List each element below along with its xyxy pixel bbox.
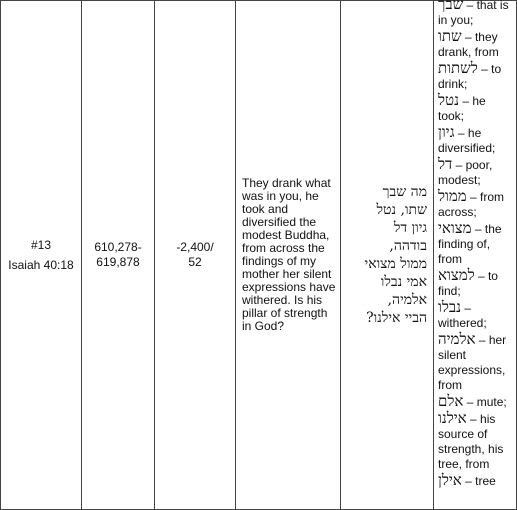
glossary-word: למצוא bbox=[438, 266, 475, 284]
entry-id-cell bbox=[1, 1, 82, 510]
glossary-item bbox=[438, 29, 514, 60]
table-row bbox=[1, 1, 517, 510]
glossary-word: אילן bbox=[438, 471, 462, 489]
glossary-word: אלמיה bbox=[438, 330, 476, 348]
hebrew-text bbox=[347, 183, 427, 327]
glossary-item bbox=[438, 157, 514, 188]
glossary-item bbox=[438, 411, 514, 472]
glossary-item bbox=[438, 61, 514, 92]
glossary-word: לשתות bbox=[438, 59, 478, 77]
glossary-meaning: – from across; bbox=[438, 190, 504, 219]
hebrew-line: שתו, נטל bbox=[376, 202, 427, 218]
glossary-meaning: – tree bbox=[465, 474, 496, 488]
glossary-meaning: – withered; bbox=[438, 301, 487, 330]
glossary-word: גיון bbox=[438, 123, 455, 141]
glossary-meaning: – that is in you; bbox=[438, 0, 509, 27]
glossary-item bbox=[438, 473, 514, 489]
verse-reference: Isaiah 40:18 bbox=[8, 257, 74, 272]
glossary-item bbox=[438, 300, 514, 331]
hebrew-line: בודהה, bbox=[389, 238, 427, 254]
translation-cell bbox=[236, 1, 341, 510]
hebrew-line: אמי נבלו bbox=[380, 274, 427, 290]
glossary-meaning: – poor, modest; bbox=[438, 158, 493, 187]
difference-value: -2,400/ 52 bbox=[176, 240, 214, 269]
entry-number: #13 bbox=[30, 237, 52, 252]
range-cell bbox=[82, 1, 155, 510]
glossary-word: מצואי bbox=[438, 219, 472, 237]
glossary-meaning: – to drink; bbox=[438, 62, 502, 91]
glossary-item bbox=[438, 93, 514, 124]
hebrew-line: גיון דל bbox=[393, 220, 427, 236]
hebrew-line: הביי אילנו? bbox=[366, 310, 427, 326]
glossary-item bbox=[438, 332, 514, 393]
glossary-list bbox=[438, 0, 514, 489]
letter-range: 610,278-619,878 bbox=[94, 240, 142, 269]
glossary-meaning: – his source of strength, his tree, from bbox=[438, 412, 504, 471]
hebrew-line: מה שבך bbox=[382, 184, 427, 200]
glossary-item bbox=[438, 394, 514, 410]
glossary-word: ממול bbox=[438, 187, 467, 205]
translation-text: They drank what was in you, he took and diversified the modest Buddha, from across the findings of my mother her silent expressions have withered. Is his pillar of strength in God? bbox=[242, 176, 336, 333]
glossary-meaning: – the finding of, from bbox=[438, 222, 502, 266]
glossary-meaning: – mute; bbox=[466, 395, 507, 409]
glossary-word: שתו bbox=[438, 27, 462, 45]
glossary-meaning: – he took; bbox=[438, 94, 486, 123]
glossary-word: שבך bbox=[438, 0, 464, 13]
hebrew-cell bbox=[341, 1, 434, 510]
hebrew-line: אלמיה, bbox=[387, 292, 427, 308]
glossary-item bbox=[438, 268, 514, 299]
glossary-word: נבלו bbox=[438, 298, 461, 316]
glossary-meaning: – her silent expressions, from bbox=[438, 333, 507, 392]
hebrew-line: ממול מצואי bbox=[364, 256, 427, 272]
glossary-item bbox=[438, 189, 514, 220]
glossary-meaning: – he diversified; bbox=[438, 126, 496, 155]
glossary-word: דל bbox=[438, 155, 453, 173]
glossary-item bbox=[438, 221, 514, 267]
glossary-item bbox=[438, 125, 514, 156]
glossary-word: נטל bbox=[438, 91, 459, 109]
glossary-item bbox=[438, 0, 514, 28]
glossary-word: אלם bbox=[438, 392, 464, 410]
glossary-meaning: – to find; bbox=[438, 269, 498, 298]
glossary-word: אילנו bbox=[438, 409, 467, 427]
difference-cell bbox=[155, 1, 236, 510]
glossary-cell bbox=[434, 1, 517, 510]
glossary-meaning: – they drank, from bbox=[438, 30, 499, 59]
